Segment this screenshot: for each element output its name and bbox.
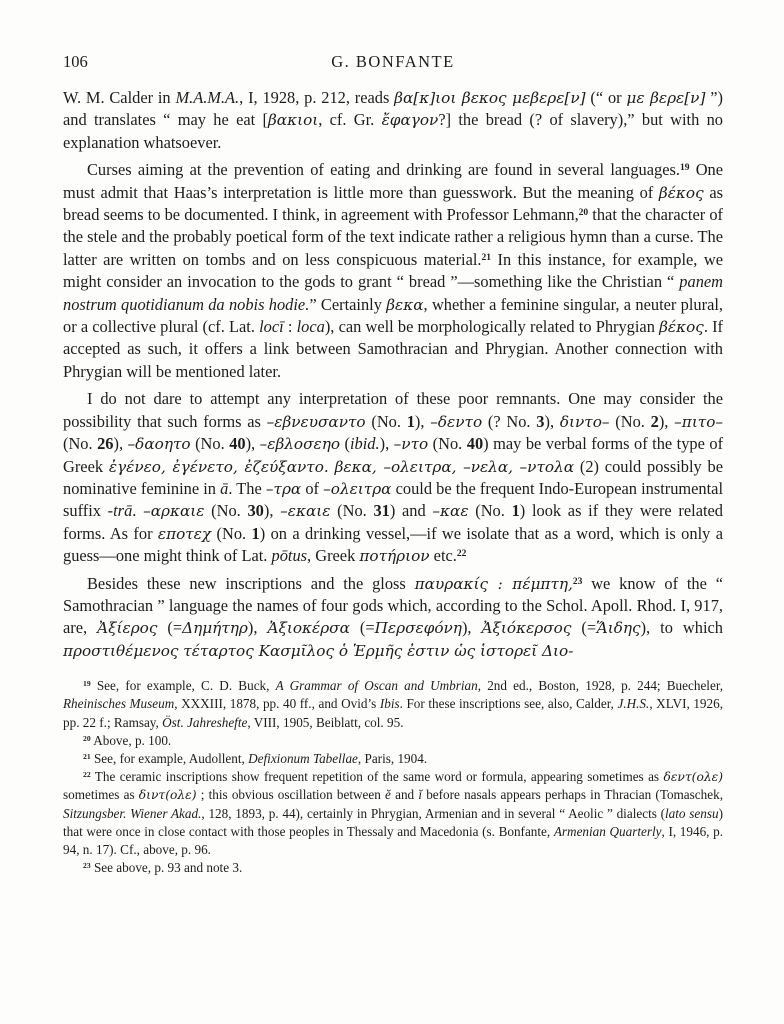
footnote-reference: 20 [83, 733, 91, 743]
greek-text: εποτεχ [157, 524, 212, 543]
text-run: (No. [211, 523, 252, 543]
text-run: we know of the “ Samothracian ” language the names of four gods which, according to the Schol. Apoll. Rhod. I, 917, are, [63, 573, 723, 638]
greek-text: Ἀξίερος [97, 619, 158, 638]
text-run: The ceramic inscriptions show frequent repetition of the same word or formula, appearing sometimes as [90, 769, 664, 785]
text-run: could be the frequent Indo-European instrumental suffix [63, 478, 724, 521]
text-run: (No. [204, 501, 248, 521]
greek-text: βέκος [658, 183, 704, 202]
text-run: , Greek [307, 546, 360, 566]
text-run: 2 [650, 411, 659, 431]
text-run: ), [414, 411, 431, 431]
text-run: ), [247, 618, 268, 638]
text-run: (No. [330, 501, 374, 521]
text-run: (2) could possibly be nominative feminine in [63, 456, 723, 498]
text-run: ĕ [385, 787, 391, 803]
text-run: Besides these new inscriptions and the gloss [87, 573, 415, 593]
greek-text: παυρακίς : πέμπτη, [414, 574, 573, 593]
text-run: ā [220, 478, 229, 498]
text-run: (= [157, 618, 183, 638]
greek-text: –ντο [393, 435, 429, 454]
text-run: panem nostrum quotidianum da nobis hodie. [63, 272, 723, 314]
text-run: Ibis [379, 696, 400, 712]
greek-text: –καε [432, 502, 469, 521]
greek-text: –πιτο– [674, 412, 724, 431]
text-run: ”) and translates “ may he eat [ [63, 88, 723, 130]
text-run: (No. [365, 411, 407, 431]
text-run: See, for example, C. D. Buck, [90, 678, 276, 694]
text-run: (= [349, 618, 375, 638]
footnote-reference: 23 [572, 576, 583, 587]
text-run: ), [379, 434, 394, 454]
greek-text: –αρκαιε [143, 502, 205, 521]
text-run: ) may be verbal forms of the type of Greek [63, 434, 724, 476]
footnote-reference: 19 [679, 163, 690, 173]
greek-text: βα[κ]ιοι βεκος μεβερε[ν] [394, 89, 586, 107]
text-run: One must admit that Haas’s interpretation is little more than guesswork. But the meaning of [63, 160, 724, 202]
text-run: (No. [190, 434, 230, 454]
text-run: ), [544, 411, 560, 431]
text-run: ; this obvious oscillation between [196, 787, 386, 803]
footnote-reference: 22 [456, 548, 467, 559]
text-run: , 2nd ed., Boston, 1928, p. 244; Buecheler, [477, 678, 723, 694]
text-run: 30 [247, 501, 264, 521]
footnote-reference: 22 [83, 769, 91, 779]
greek-text: –ολειτρα [323, 479, 392, 498]
footnotes [63, 677, 723, 877]
greek-text: Ἀξιόκερσος [481, 619, 572, 638]
footnote-reference: 21 [481, 252, 492, 263]
text-run: , 128, 1893, p. 44), certainly in Phrygian, Armenian and in several “ Aeolic ” dialects ( [201, 805, 666, 821]
text-run: ( [340, 434, 350, 454]
text-run: , whether a feminine singular, a neuter plural, or a collective plural (cf. Lat. [63, 294, 724, 337]
text-run: 3 [536, 411, 545, 431]
text-run: Öst. Jahreshefte [162, 714, 248, 730]
text-run: lato sensu [665, 805, 719, 821]
text-run: ) that were once in close contact with those peoples in Thessaly and Macedonia (s. Bonfante, [63, 805, 723, 839]
text-run: ), [461, 618, 482, 638]
page-header [63, 52, 723, 74]
text-run: ĭ [418, 787, 423, 803]
text-run: and [390, 787, 419, 803]
greek-text: προστιθέμενος τέταρτος Κασμῖλος ὁ Ἑρμῆς ἐστιν ὡς ἱστορεῖ Διο- [63, 641, 574, 660]
text-run: (No. [428, 434, 467, 454]
greek-text: –δεντο [430, 412, 483, 431]
text-run: 1 [406, 411, 415, 431]
greek-text: δεντ(ολε) [663, 770, 723, 785]
greek-text: –εβλοσεηο [259, 435, 341, 454]
footnote-19 [63, 677, 723, 732]
text-run: 26 [97, 434, 114, 454]
footnote-reference: 19 [83, 678, 91, 688]
text-run: 31 [373, 501, 390, 521]
page-number: 106 [63, 52, 88, 71]
greek-text: βεκα, –ολειτρα, –νελα, –ντολα [334, 457, 575, 476]
text-run: as bread seems to be documented. I think, in agreement with Professor Lehmann, [63, 182, 723, 225]
footnote-21 [63, 750, 723, 768]
text-run: I do not dare to attempt any interpretation of these poor remnants. One may consider the possibility that such forms as [63, 389, 723, 431]
text-run: ?] the bread (? of slavery),” but with no explanation whatsoever. [63, 110, 723, 152]
text-run: (No. [63, 434, 98, 454]
text-run: before nasals appears perhaps in Thracian (Tomaschek, [422, 787, 723, 803]
text-run: -trā [107, 501, 133, 521]
text-run: sometimes as [63, 787, 139, 803]
footnote-reference: 20 [578, 207, 589, 218]
text-run: ), [113, 434, 128, 454]
running-head: G. BONFANTE [331, 52, 455, 71]
text-run: J.H.S. [617, 696, 650, 712]
text-run: , XXXIII, 1878, pp. 40 ff., and Ovid’s [174, 696, 380, 712]
text-run: , I, 1928, p. 212, reads [239, 88, 395, 107]
text-run: of [301, 478, 324, 498]
text-run: ), to which [640, 618, 723, 638]
text-run: . [132, 501, 144, 521]
text-run: ” Certainly [309, 294, 387, 314]
footnote-22 [63, 768, 723, 859]
text-run: 1 [511, 501, 520, 521]
body-paragraph [63, 87, 723, 154]
text-run: 1 [251, 523, 260, 543]
text-run: , Paris, 1904. [357, 750, 428, 766]
text-run: ) on a drinking vessel,—if we isolate that as a word, which is only a guess—one might think of Lat. [63, 523, 723, 566]
text-run: (“ or [585, 88, 627, 107]
text-run: ibid. [350, 434, 380, 454]
footnote-23 [63, 859, 723, 877]
text-run: ) look as if they were related forms. As for [63, 501, 723, 543]
text-run: Curses aiming at the prevention of eating and drinking are found in several languages. [87, 160, 680, 180]
text-run: , cf. Gr. [318, 110, 382, 130]
text-run: W. M. Calder in [63, 88, 176, 107]
text-run: , I, 1946, p. 94, n. 17). Cf., above, p. 96. [63, 823, 723, 857]
text-run: locī [259, 317, 284, 337]
greek-text: –δαοητο [127, 435, 191, 454]
text-run: A Grammar of Oscan and Umbrian [275, 678, 478, 694]
greek-text: βακιοι [267, 111, 319, 130]
footnote-reference: 23 [83, 860, 91, 870]
body-paragraph [63, 573, 723, 663]
body-paragraph [63, 159, 723, 383]
text-run: ), [263, 501, 281, 521]
text-run: , VIII, 1905, Beiblatt, col. 95. [247, 714, 404, 730]
text-run: Above, p. 100. [90, 732, 172, 748]
text-run: See, for example, Audollent, [90, 750, 249, 766]
text-run: : [283, 317, 297, 337]
text-run: (No. [609, 411, 651, 431]
footnote-reference: 21 [83, 751, 91, 761]
text-run: ), [658, 411, 675, 431]
text-run: (No. [468, 501, 512, 521]
greek-text: με βερε[ν] [626, 89, 706, 107]
text-run: Sitzungsber. Wiener Akad. [63, 805, 202, 821]
text-run: 40 [229, 434, 246, 454]
greek-text: –εκαιε [280, 502, 331, 521]
text-run: . If accepted as such, it offers a link between Samothracian and Phrygian. Another connection with Phrygian will be mentioned later. [63, 317, 723, 381]
text-run: (= [571, 618, 597, 638]
text-run: See above, p. 93 and note 3. [90, 860, 243, 876]
greek-text: Δημήτηρ [182, 619, 248, 638]
greek-text: –εβνευσαντο [266, 412, 366, 431]
greek-text: βεκα [386, 295, 424, 314]
greek-text: Ἀξιοκέρσα [267, 619, 350, 638]
text-run: that the character of the stele and the probably poetical form of the text indicate rather a religious hymn than a curse. The latter are written on tombs and on less conspicuous material. [63, 205, 724, 269]
greek-text: Ἅιδης [596, 619, 641, 638]
footnote-20 [63, 732, 723, 750]
body-text [63, 87, 723, 662]
text-run: Defixionum Tabellae [248, 750, 358, 766]
text-run: ), can well be morphologically related to Phrygian [324, 317, 660, 337]
text-run: Rheinisches Museum [63, 696, 175, 712]
text-run: etc. [429, 546, 457, 566]
text-run: pōtus [271, 546, 308, 566]
text-run: M.A.M.A. [175, 88, 240, 107]
greek-text: Περσεφόνη [374, 619, 462, 638]
greek-text: βέκος [659, 318, 704, 337]
greek-text: ποτήριον [359, 547, 430, 566]
greek-text: –τρα [265, 479, 302, 498]
text-run: (? No. [482, 411, 537, 431]
greek-text: ἔφαγον [381, 111, 439, 130]
text-run: ), [245, 434, 260, 454]
text-run: . The [228, 478, 266, 498]
text-run: ) and [389, 501, 433, 521]
text-run: , XLVI, 1926, pp. 22 f.; Ramsay, [63, 696, 723, 730]
text-run: In this instance, for example, we might consider an invocation to the gods to grant “ bread ”—something like the Christian “ [63, 249, 723, 292]
text-run: Armenian Quarterly [553, 823, 662, 839]
greek-text: ἐγένεο, ἐγένετο, ἐζεύξαντο. [108, 457, 329, 476]
text-run: loca [296, 317, 325, 337]
greek-text: διντ(ολε) [138, 788, 197, 803]
body-paragraph [63, 388, 723, 567]
greek-text: διντο– [559, 412, 610, 431]
text-run: . For these inscriptions see, also, Calder, [399, 696, 618, 712]
text-run: 40 [466, 434, 484, 454]
